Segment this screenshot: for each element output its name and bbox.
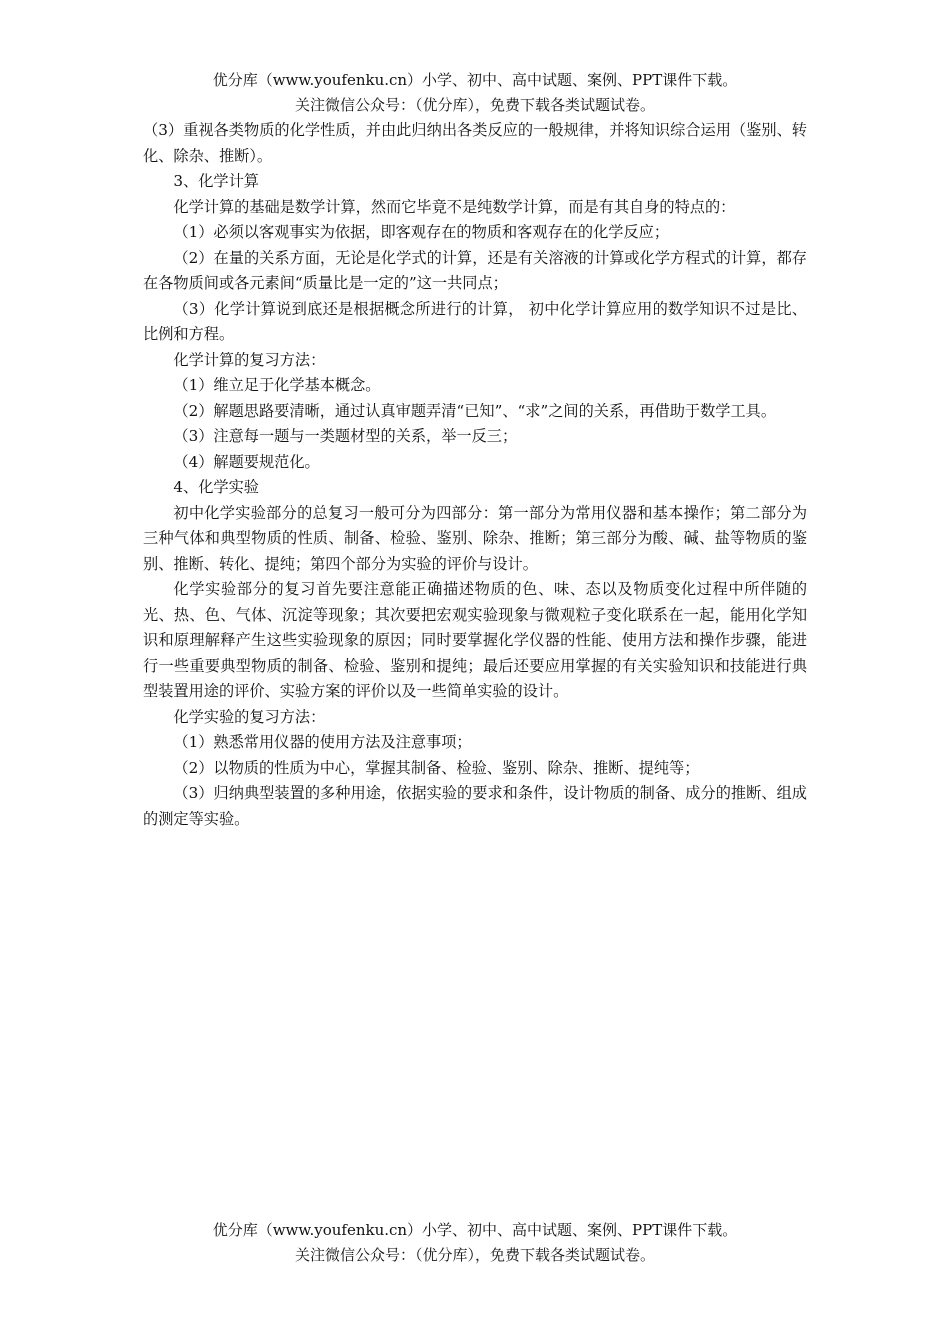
list-item: （4）解题要规范化。	[173, 452, 320, 471]
document-body	[143, 118, 807, 832]
list-item: （1）维立足于化学基本概念。	[173, 376, 381, 394]
header-line-1: 优分库（www.youfenku.cn）小学、初中、高中试题、案例、PPT课件下载。	[212, 71, 738, 89]
list-item: （3）注意每一题与一类题材型的关系，举一反三；	[173, 427, 518, 445]
paragraph: 化学计算的基础是数学计算，然而它毕竟不是纯数学计算，而是有其自身的特点的：	[173, 197, 736, 216]
section-heading: 3、化学计算	[173, 172, 259, 190]
header-line-2: 关注微信公众号：（优分库），免费下载各类试题试卷。	[294, 96, 655, 114]
paragraph: 初中化学实验部分的总复习一般可分为四部分：第一部分为常用仪器和基本操作；第二部分为三种气体和典型物质的性质、制备、检验、鉴别、除杂、推断；第三部分为酸、碱、盐等物质的鉴别、推断、转化、提纯；第四个部分为实验的评价与设计。	[143, 503, 807, 573]
page-header	[0, 68, 950, 118]
page-footer	[0, 1218, 950, 1268]
paragraph: （3）重视各类物质的化学性质，并由此归纳出各类反应的一般规律，并将知识综合运用（鉴别、转化、除杂、推断）。	[143, 121, 807, 165]
list-item: （1）必须以客观事实为依据，即客观存在的物质和客观存在的化学反应；	[173, 223, 670, 241]
paragraph: 化学计算的复习方法：	[173, 350, 326, 369]
list-item: （1）熟悉常用仪器的使用方法及注意事项；	[173, 733, 472, 751]
list-item: （3）归纳典型装置的多种用途，依据实验的要求和条件，设计物质的制备、成分的推断、组成的测定等实验。	[143, 784, 807, 828]
list-item: （2）解题思路要清晰，通过认真审题弄清“已知”、“求”之间的关系，再借助于数学工具。	[173, 401, 777, 420]
paragraph: 化学实验的复习方法：	[173, 707, 326, 726]
footer-line-2: 关注微信公众号：（优分库），免费下载各类试题试卷。	[294, 1246, 655, 1264]
section-heading: 4、化学实验	[173, 478, 259, 496]
paragraph: 化学实验部分的复习首先要注意能正确描述物质的色、味、态以及物质变化过程中所伴随的光、热、色、气体、沉淀等现象；其次要把宏观实验现象与微观粒子变化联系在一起，能用化学知识和原理解释产生这些实验现象的原因；同时要掌握化学仪器的性能、使用方法和操作步骤，能进行一些重要典型物质的制备、检验、鉴别和提纯；最后还要应用掌握的有关实验知识和技能进行典型装置用途的评价、实验方案的评价以及一些简单实验的设计。	[143, 580, 807, 700]
footer-line-1: 优分库（www.youfenku.cn）小学、初中、高中试题、案例、PPT课件下载。	[212, 1221, 738, 1239]
list-item: （2）在量的关系方面，无论是化学式的计算，还是有关溶液的计算或化学方程式的计算，都存在各物质间或各元素间“质量比是一定的”这一共同点；	[143, 248, 807, 292]
list-item: （3）化学计算说到底还是根据概念所进行的计算， 初中化学计算应用的数学知识不过是比、比例和方程。	[143, 299, 807, 343]
list-item: （2）以物质的性质为中心，掌握其制备、检验、鉴别、除杂、推断、提纯等；	[173, 758, 700, 777]
